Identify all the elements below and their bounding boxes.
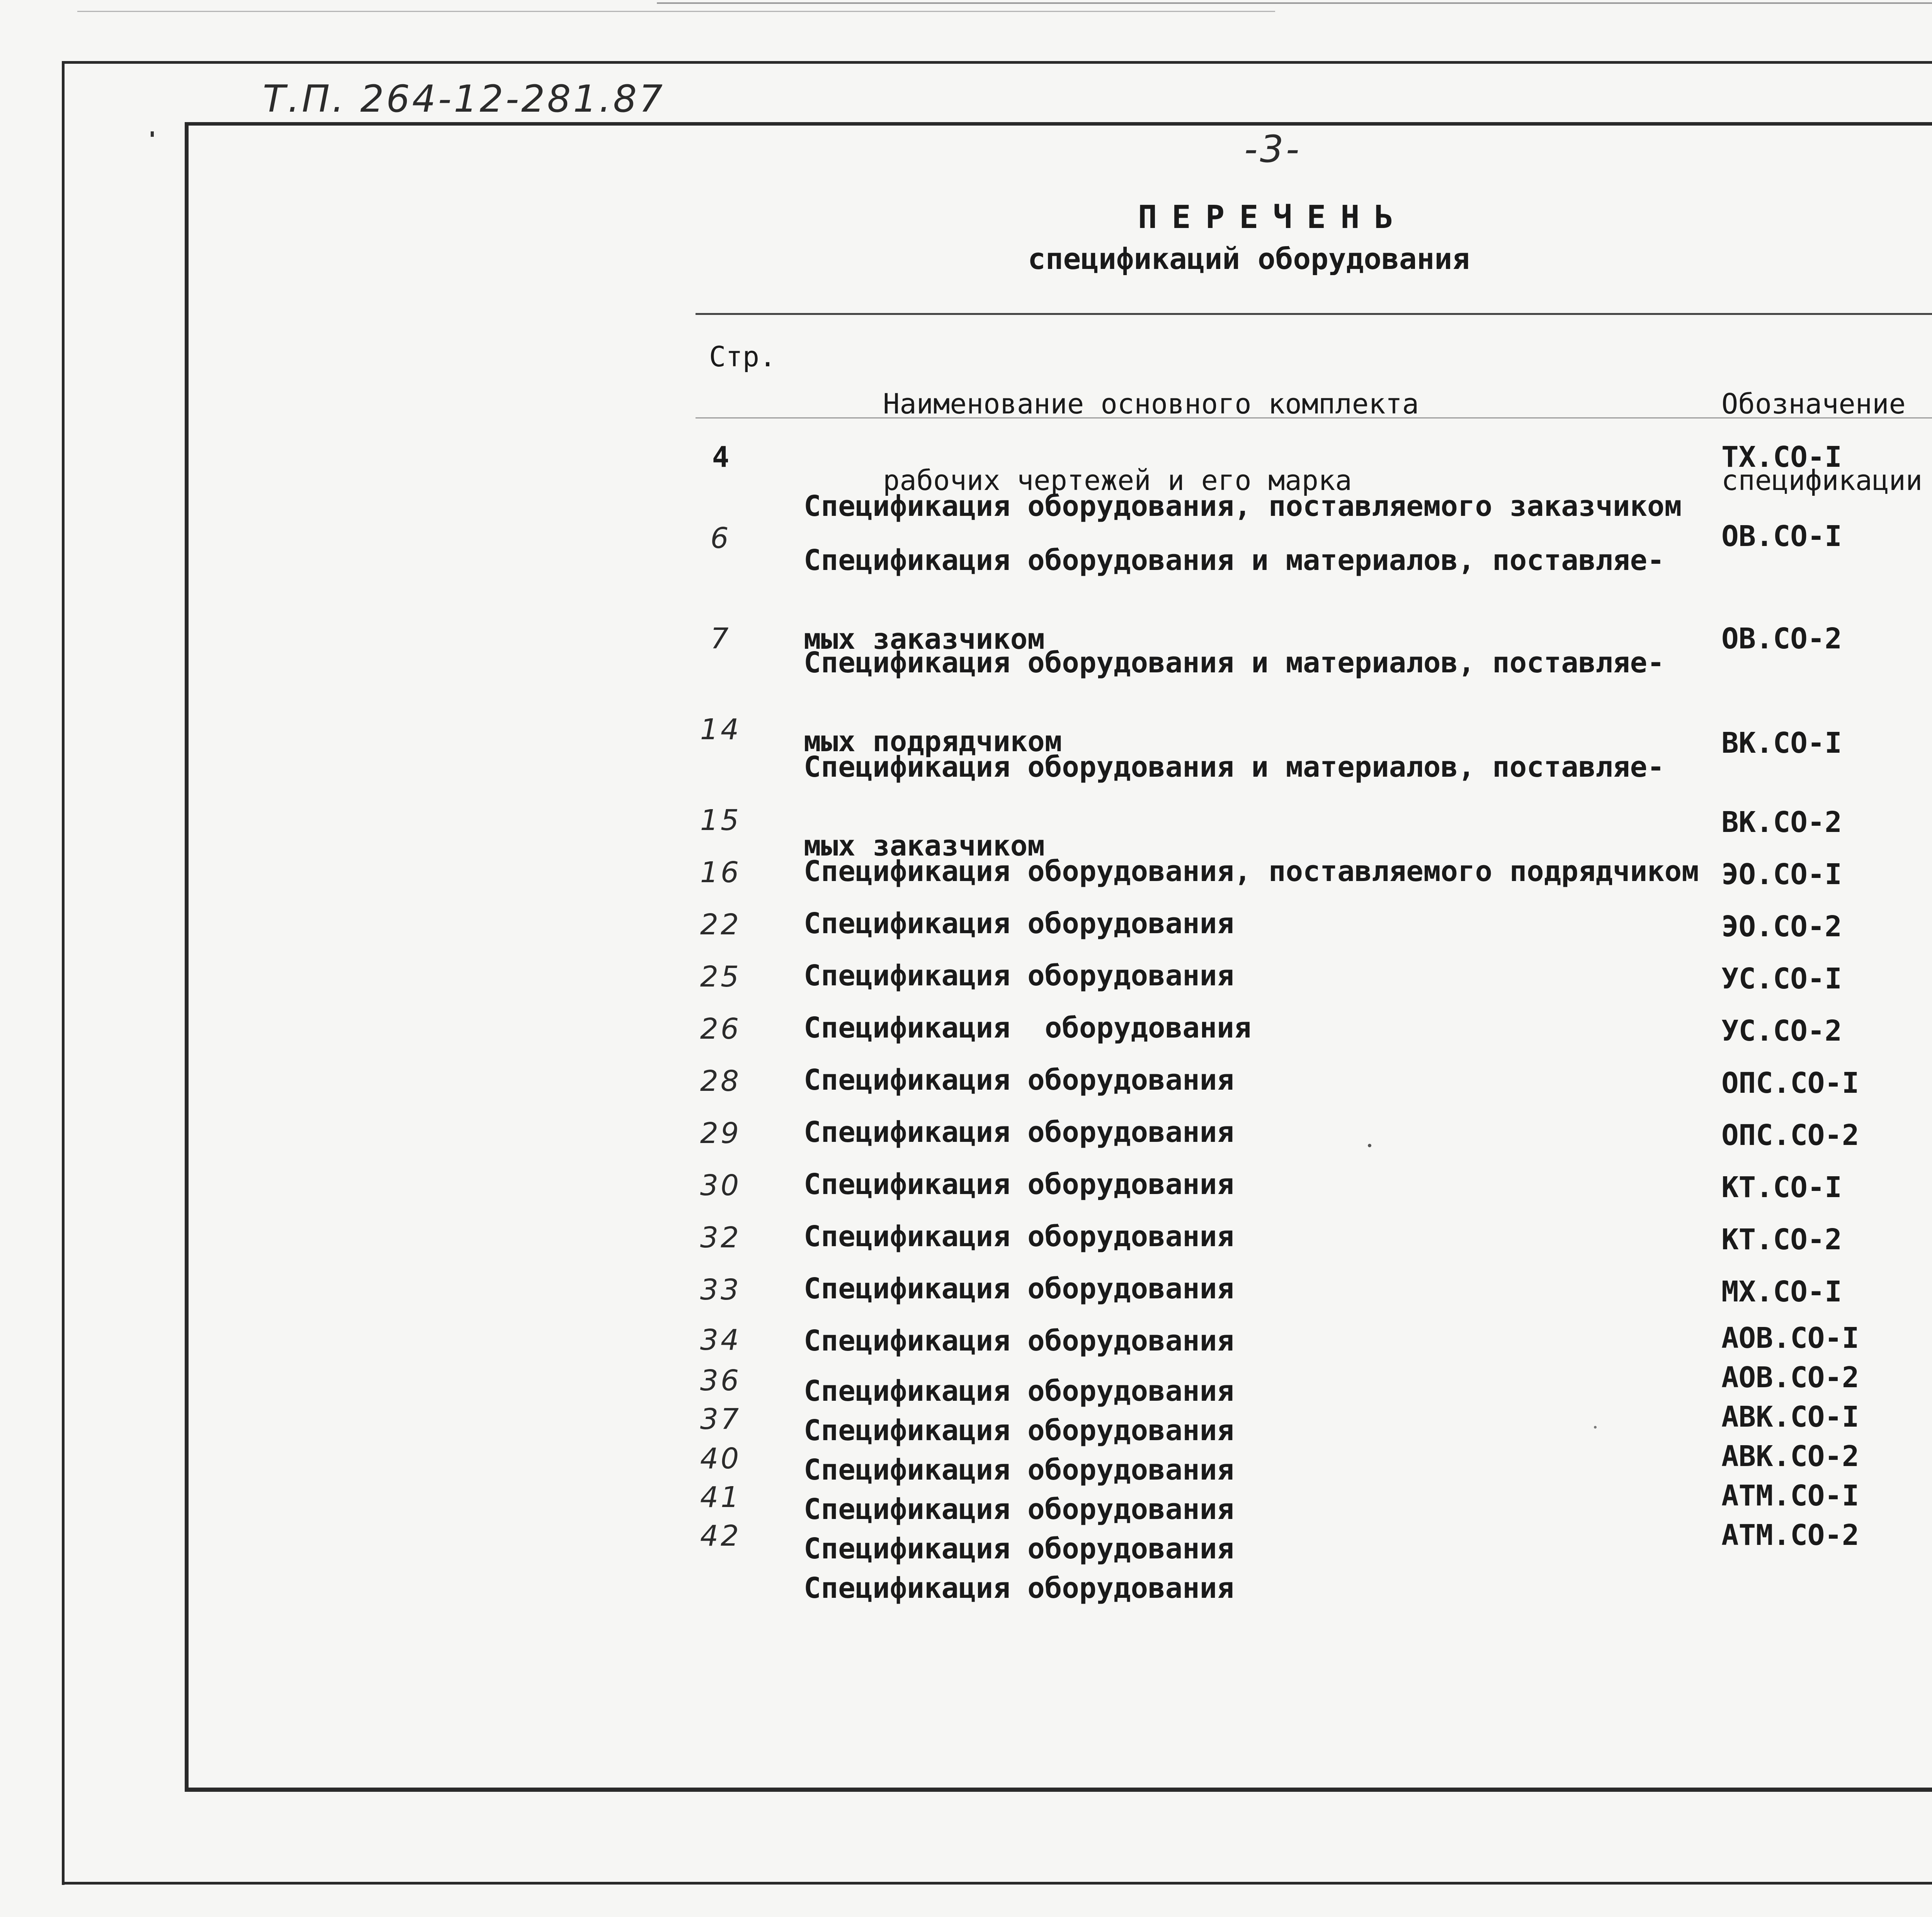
row-name-line1: Спецификация оборудования <box>804 1011 1252 1044</box>
row-spec-code: АТМ.СО-2 <box>1721 1519 1859 1552</box>
row-spec-code: ОВ.СО-I <box>1721 520 1842 553</box>
column-header-designation-line1: Обозначение <box>1721 388 1906 420</box>
row-name <box>804 1522 1234 1706</box>
row-name-line2: мых заказчиком <box>804 623 1045 656</box>
inner-frame-left <box>185 122 189 1791</box>
row-name-line1: Спецификация оборудования <box>804 907 1234 940</box>
row-page-number: 22 <box>700 908 742 941</box>
row-spec-code: ОПС.СО-2 <box>1721 1119 1859 1152</box>
row-name-line1: Спецификация оборудования <box>804 1453 1234 1487</box>
scan-speck <box>151 131 154 137</box>
row-name-line1: Спецификация оборудования <box>804 1572 1234 1605</box>
row-spec-code: МХ.СО-I <box>1721 1275 1842 1308</box>
row-spec-code: УС.СО-2 <box>1721 1014 1842 1048</box>
row-page-number: 41 <box>700 1481 742 1514</box>
row-spec-code: АТМ.СО-I <box>1721 1479 1859 1512</box>
row-spec-code: ЭО.СО-2 <box>1721 910 1842 943</box>
row-name-line1: Спецификация оборудования <box>804 1374 1234 1408</box>
document-code-stamp: Т.П. 264-12-281.87 <box>263 77 665 121</box>
row-name-line1: Спецификация оборудования, поставляемого подрядчиком <box>804 855 1699 888</box>
inner-frame-bottom <box>185 1788 1932 1792</box>
row-page-number: 25 <box>700 960 742 993</box>
page-number: -3- <box>1244 128 1302 171</box>
row-spec-code: ТХ.СО-I <box>1721 441 1842 474</box>
outer-frame-top <box>62 61 1932 64</box>
row-name-line1: Спецификация оборудования <box>804 1532 1234 1565</box>
row-spec-code: ОПС.СО-I <box>1721 1067 1859 1100</box>
scan-edge-line <box>77 11 1275 12</box>
row-page-number: 37 <box>700 1403 742 1436</box>
row-name-line2: мых заказчиком <box>804 829 1045 862</box>
table-top-rule <box>696 313 1932 315</box>
row-page-number: 4 <box>712 441 730 474</box>
row-page-number: 6 <box>710 522 731 555</box>
row-spec-code: АОВ.СО-I <box>1721 1322 1859 1355</box>
scan-speck <box>1594 1426 1597 1429</box>
column-header-name-line1: Наименование основного комплекта <box>883 388 1419 420</box>
row-page-number: 29 <box>700 1117 742 1150</box>
row-name-line1: Спецификация оборудования и материалов, поставляе- <box>804 646 1665 679</box>
page-subtitle: спецификаций оборудования <box>1028 242 1470 276</box>
outer-frame-left <box>62 61 65 1885</box>
row-page-number: 36 <box>700 1364 742 1397</box>
row-name-line1: Спецификация оборудования <box>804 1414 1234 1447</box>
row-page-number: 15 <box>700 804 742 837</box>
row-spec-code: КТ.СО-2 <box>1721 1223 1842 1256</box>
row-page-number: 26 <box>700 1012 742 1046</box>
row-spec-code: ВК.СО-I <box>1721 726 1842 760</box>
column-header-designation <box>1721 340 1922 519</box>
row-page-number: 42 <box>700 1519 742 1553</box>
row-name-line1: Спецификация оборудования <box>804 1493 1234 1526</box>
row-page-number: 33 <box>700 1273 742 1306</box>
row-name-line1: Спецификация оборудования и материалов, поставляе- <box>804 544 1665 577</box>
inner-frame-top <box>185 122 1932 126</box>
row-name-line1: Спецификация оборудования <box>804 1324 1234 1357</box>
row-name-line1: Спецификация оборудования и материалов, поставляе- <box>804 750 1665 784</box>
row-name-line1: Спецификация оборудования <box>804 1116 1234 1149</box>
row-name-line1: Спецификация оборудования, поставляемого заказчиком <box>804 490 1682 523</box>
row-spec-code: ВК.СО-2 <box>1721 806 1842 839</box>
row-page-number: 32 <box>700 1221 742 1254</box>
outer-frame-bottom <box>62 1882 1932 1885</box>
page-title: ПЕРЕЧЕНЬ <box>1138 199 1408 236</box>
row-name-line2: мых подрядчиком <box>804 725 1062 758</box>
row-page-number: 14 <box>700 713 742 746</box>
scan-edge-line <box>657 2 1932 4</box>
row-page-number: 40 <box>700 1442 742 1475</box>
column-header-name-line2: рабочих чертежей и его марка <box>883 464 1352 497</box>
row-name-line1: Спецификация оборудования <box>804 1063 1234 1097</box>
row-page-number: 7 <box>710 622 731 655</box>
row-page-number: 30 <box>700 1169 742 1202</box>
row-spec-code: ОВ.СО-2 <box>1721 622 1842 655</box>
row-name-line1: Спецификация оборудования <box>804 1220 1234 1253</box>
row-spec-code: УС.СО-I <box>1721 962 1842 995</box>
row-name-line1: Спецификация оборудования <box>804 1272 1234 1305</box>
column-header-page: Стр. <box>709 340 776 373</box>
row-page-number: 16 <box>700 856 742 889</box>
column-header-designation-line2: спецификации <box>1721 464 1923 497</box>
row-name-line1: Спецификация оборудования <box>804 1168 1234 1201</box>
scan-speck <box>1368 1144 1371 1147</box>
row-page-number: 34 <box>700 1323 742 1357</box>
row-page-number: 28 <box>700 1065 742 1098</box>
row-spec-code: ЭО.СО-I <box>1721 858 1842 891</box>
row-spec-code: АВК.СО-I <box>1721 1400 1859 1434</box>
row-name-line1: Спецификация оборудования <box>804 959 1234 992</box>
row-spec-code: КТ.СО-I <box>1721 1171 1842 1204</box>
row-spec-code: АВК.СО-2 <box>1721 1440 1859 1473</box>
row-spec-code: АОВ.СО-2 <box>1721 1361 1859 1394</box>
